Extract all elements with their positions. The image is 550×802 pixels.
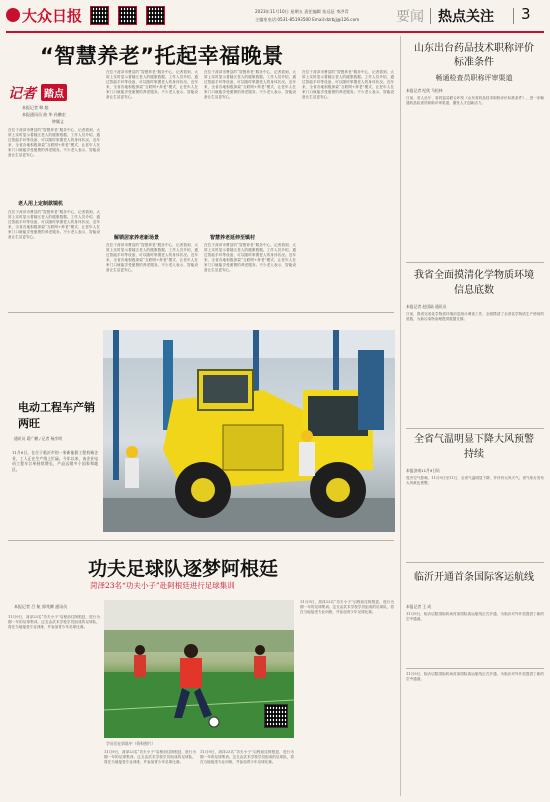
qr-code-icon [146, 6, 165, 25]
side-1-body: 日前，省人社厅、省药监局联合印发《山东省药品技术职称评价标准条件》，进一步畅通药品检查员职称评审渠道，激发人才创新活力。 [406, 96, 544, 105]
lead-bottom-rule [8, 312, 394, 313]
side-1-byline: 本报记者 纪欣 马松林 [406, 88, 443, 93]
side-2-title: 我省全面摸清化学物质环境信息底数 [414, 270, 534, 296]
football-body-col-2: 11月9日，菏泽23名“功夫小子”启程前往阿根廷，进行为期一年的足球集训。这支由武术学校学员组成的足球队，将在当地接受专业训练，并参加青少年足球比赛。 [104, 750, 196, 764]
section-label: 要闻 [396, 9, 424, 25]
side-4-byline: 本报记者 王 成 [406, 604, 432, 609]
side-1-rule [406, 262, 544, 263]
newspaper-logo-icon [6, 8, 20, 22]
lead-body-col-2: 在位于菏泽市曹县的“智慧养老”服务中心，记者看到，大屏上实时显示着辖区老人的健康数据。工作人员介绍，通过智能手环等设备，可以随时掌握老人的身体状况。近年来，全省各地积极探索“互联网+养老”模式，让老年人在家门口就能享受便捷的养老服务。不少老人表示，智能设备让生活更安心。 [106, 70, 198, 99]
byline-line: 本报通讯员 曲 华 孙鹏宏 [22, 112, 66, 117]
qr-code-icon [118, 6, 137, 25]
football-subtitle: 菏泽23名“功夫小子”赴阿根廷进行足球集训 [90, 581, 235, 590]
contact-line: 主编室电话:0531-85193500 Email:dzrbjj@126.com [255, 17, 360, 22]
side-2-byline: 本报记者 赵国陆 通讯员 [406, 304, 447, 309]
lead-byline [22, 104, 102, 125]
lead-body-col-1b: 在位于菏泽市曹县的“智慧养老”服务中心，记者看到，大屏上实时显示着辖区老人的健康数据。工作人员介绍，通过智能手环等设备，可以随时掌握老人的身体状况。近年来，全省各地积极探索“互联网+养老”模式，让老年人在家门口就能享受便捷的养老服务。不少老人表示，智能设备让生活更安心。 [8, 210, 100, 239]
lead-body-col-3: 在位于菏泽市曹县的“智慧养老”服务中心，记者看到，大屏上实时显示着辖区老人的健康数据。工作人员介绍，通过智能手环等设备，可以随时掌握老人的身体状况。近年来，全省各地积极探索“互联网+养老”模式，让老年人在家门口就能享受便捷的养老服务。不少老人表示，智能设备让生活更安心。 [204, 70, 296, 99]
side-3-rule [406, 562, 544, 563]
subsection-label: 热点关注 [438, 9, 494, 25]
truck-title: 电动工程车产销两旺 [18, 401, 95, 430]
side-2-body: 日前，我省完成化学物质环境信息统计调查工作，全面摸清了全省化学物质生产使用的底数，为新污染物治理提供数据支撑。 [406, 312, 544, 321]
football-body-col-4: 11月9日，菏泽23名“功夫小子”启程前往阿根廷，进行为期一年的足球集训。这支由武术学校学员组成的足球队，将在当地接受专业训练，并参加青少年足球比赛。 [300, 600, 394, 614]
qr-code-icon [90, 6, 109, 25]
football-body-col-1: 11月9日，菏泽23名“功夫小子”启程前往阿根廷，进行为期一年的足球集训。这支由武术学校学员组成的足球队，将在当地接受专业训练，并参加青少年足球比赛。 [8, 615, 100, 629]
lead-title: “智慧养老”托起幸福晚景 [40, 44, 284, 68]
byline-line: 本报记者 韩 超 [22, 105, 49, 110]
masthead-rule [6, 31, 544, 33]
lead-subhead-2: 解锁居家养老新场景 [114, 235, 160, 241]
section-divider [430, 8, 431, 24]
side-4-body-cont: 11月9日，临沂启阳国际机场首条国际客运航线正式开通，为临沂对外开放提供了新的空中通道。 [406, 672, 544, 681]
football-training-photo [104, 600, 294, 738]
football-body-col-3: 11月9日，菏泽23名“功夫小子”启程前往阿根廷，进行为期一年的足球集训。这支由武术学校学员组成的足球队，将在当地接受专业训练，并参加青少年足球比赛。 [200, 750, 294, 764]
truck-body: 11月8日，在位于临沂市的一家新能源工程机械企业，工人正在生产线上忙碌。今年以来，该企业电动工程车订单持续增长，产品远销多个国家和地区。 [12, 450, 98, 472]
lead-body-col-4: 在位于菏泽市曹县的“智慧养老”服务中心，记者看到，大屏上实时显示着辖区老人的健康数据。工作人员介绍，通过智能手环等设备，可以随时掌握老人的身体状况。近年来，全省各地积极探索“互联网+养老”模式，让老年人在家门口就能享受便捷的养老服务。不少老人表示，智能设备让生活更安心。 [302, 70, 394, 99]
lead-body-col-2b: 在位于菏泽市曹县的“智慧养老”服务中心，记者看到，大屏上实时显示着辖区老人的健康数据。工作人员介绍，通过智能手环等设备，可以随时掌握老人的身体状况。近年来，全省各地积极探索“互联网+养老”模式，让老年人在家门口就能享受便捷的养老服务。不少老人表示，智能设备让生活更安心。 [106, 243, 198, 272]
lead-body-col-3b: 在位于菏泽市曹县的“智慧养老”服务中心，记者看到，大屏上实时显示着辖区老人的健康数据。工作人员介绍，通过智能手环等设备，可以随时掌握老人的身体状况。近年来，全省各地积极探索“互联网+养老”模式，让老年人在家门口就能享受便捷的养老服务。不少老人表示，智能设备让生活更安心。 [204, 243, 296, 272]
football-title: 功夫足球队逐梦阿根廷 [88, 558, 279, 580]
side-4-rule [406, 668, 544, 669]
qr-code-icon [264, 704, 288, 728]
page-number: 3 [521, 5, 531, 23]
yellow-electric-truck-photo [103, 330, 395, 532]
badge-sub: 踏点 [41, 84, 67, 101]
side-3-title: 全省气温明显下降大风预警持续 [414, 434, 534, 460]
lead-subhead-1: 老人用上定制款镜机 [18, 201, 64, 207]
football-byline: 本报记者 吕 航 郭兆腾 通讯员 [14, 604, 68, 609]
side-4-title: 临沂开通首条国际客运航线 [414, 572, 534, 583]
side-2-rule [406, 428, 544, 429]
date-line: 2023年11月10日 星期五 责任编辑 张远征 李洪青 [255, 9, 349, 14]
truck-illustration [103, 330, 395, 532]
side-3-byline: 本报济南11月9日讯 [406, 468, 440, 473]
badge-main: 记者 [8, 86, 36, 102]
side-4-body: 11月9日，临沂启阳国际机场首条国际客运航线正式开通，为临沂对外开放提供了新的空中通道。 [406, 612, 544, 621]
reporter-badge [8, 82, 78, 102]
right-column-divider [400, 36, 401, 796]
side-3-body: 受冷空气影响，11月9日至11日，全省气温明显下降，并伴有大风天气。省气象台发布大风黄色预警。 [406, 476, 544, 485]
truck-byline: 通讯员 葛广鹏 / 记者 杨彦明 [14, 436, 62, 441]
lead-subhead-3: 智慧养老延伸至镇村 [210, 235, 256, 241]
truck-bottom-rule [8, 540, 394, 541]
page-number-divider [513, 8, 514, 24]
photo-caption: 学员们在训练中（资料照片） [106, 741, 156, 746]
lead-body-col-1: 在位于菏泽市曹县的“智慧养老”服务中心，记者看到，大屏上实时显示着辖区老人的健康数据。工作人员介绍，通过智能手环等设备，可以随时掌握老人的身体状况。近年来，全省各地积极探索“互联网+养老”模式，让老年人在家门口就能享受便捷的养老服务。不少老人表示，智能设备让生活更安心。 [8, 128, 100, 157]
side-1-subtitle: 畅通检查员职称评审渠道 [435, 74, 513, 82]
byline-line: 钟颖义 [52, 119, 64, 124]
newspaper-logo: 大众日报 [22, 7, 83, 25]
side-1-title: 山东出台药品技术职称评价标准条件 [414, 43, 534, 68]
